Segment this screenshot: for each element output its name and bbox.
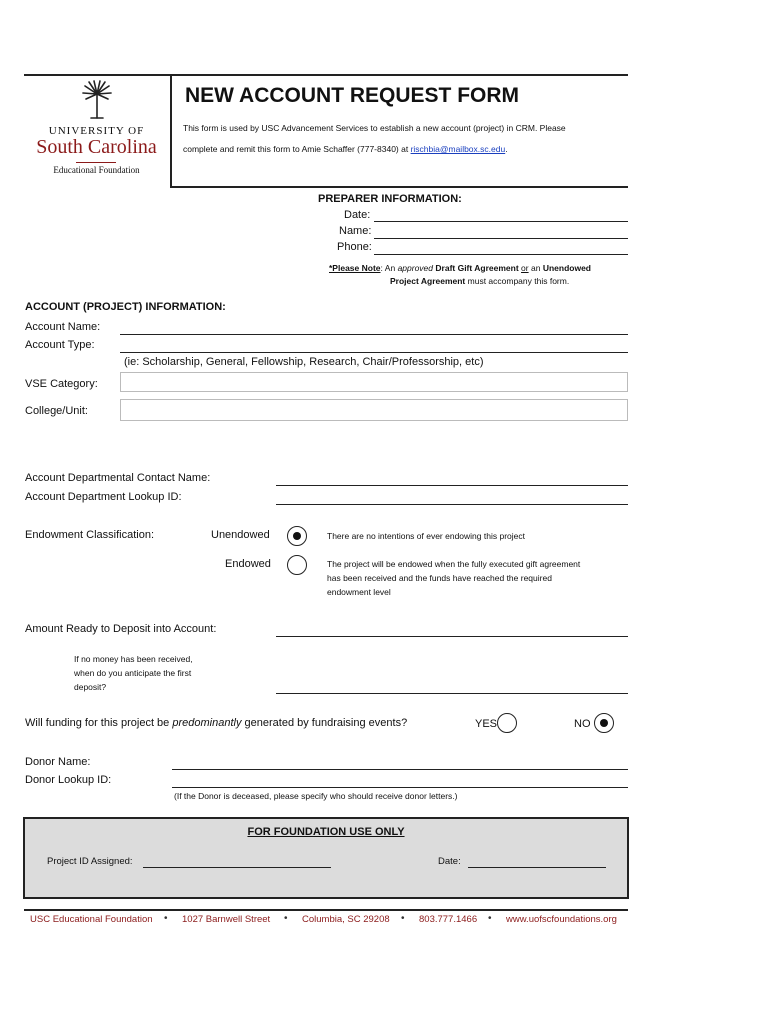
account-heading: ACCOUNT (PROJECT) INFORMATION: — [25, 301, 226, 313]
logo-university-of: UNIVERSITY OF — [48, 125, 145, 137]
donor-note: (If the Donor is deceased, please specify who should receive donor letters.) — [174, 791, 458, 801]
account-name-input[interactable] — [124, 318, 628, 333]
no-money-q-1: If no money has been received, — [74, 654, 193, 664]
logo-rule — [76, 162, 116, 163]
logo-educational-foundation: Educational Foundation — [53, 165, 140, 175]
vse-category-label: VSE Category: — [25, 378, 98, 390]
foundation-date-label: Date: — [438, 856, 461, 867]
no-money-q-2: when do you anticipate the first — [74, 668, 192, 678]
funding-question: Will funding for this project be predominantly generated by fundraising events? — [25, 717, 408, 729]
endowed-desc-3: endowment level — [327, 587, 391, 597]
header-bottom-rule — [170, 186, 628, 188]
endowment-label: Endowment Classification: — [25, 529, 155, 541]
yes-label: YES — [475, 718, 498, 730]
account-type-underline — [120, 352, 628, 353]
dept-lookup-label: Account Department Lookup ID: — [25, 491, 182, 503]
preparer-heading: PREPARER INFORMATION: — [318, 193, 462, 205]
footer-org: USC Educational Foundation — [30, 914, 153, 925]
college-unit-label: College/Unit: — [25, 405, 88, 417]
footer-bullet: • — [164, 913, 168, 924]
footer-street: 1027 Barnwell Street — [182, 914, 271, 925]
footer-website-link[interactable]: www.uofscfoundations.org — [506, 914, 617, 925]
footer-bullet: • — [284, 913, 288, 924]
endowed-label: Endowed — [225, 558, 271, 570]
no-radio[interactable] — [594, 713, 614, 733]
donor-lookup-input[interactable] — [176, 771, 628, 786]
footer-bullet: • — [488, 913, 492, 924]
college-unit-input[interactable] — [120, 399, 628, 421]
preparer-date-input[interactable] — [378, 206, 628, 221]
donor-name-underline — [172, 769, 628, 770]
foundation-date-input[interactable] — [468, 855, 606, 868]
footer-city: Columbia, SC 29208 — [302, 914, 390, 925]
unendowed-desc: There are no intentions of ever endowing this project — [327, 531, 525, 541]
please-note: *Please Note: An approved Draft Gift Agreement or an Unendowed — [329, 263, 591, 273]
contact-email-link[interactable]: rischbia@mailbox.sc.edu — [410, 144, 506, 154]
contact-name-underline — [276, 485, 628, 486]
no-label: NO — [574, 718, 591, 730]
preparer-phone-label: Phone: — [337, 241, 372, 253]
donor-name-label: Donor Name: — [25, 756, 91, 768]
dept-lookup-input[interactable] — [280, 488, 628, 503]
account-name-label: Account Name: — [25, 321, 101, 333]
account-type-label: Account Type: — [25, 339, 95, 351]
project-id-input[interactable] — [143, 855, 331, 868]
amount-label: Amount Ready to Deposit into Account: — [25, 623, 217, 635]
contact-name-label: Account Departmental Contact Name: — [25, 472, 211, 484]
usc-logo — [24, 80, 169, 180]
endowed-radio[interactable] — [287, 555, 307, 575]
footer-rule — [24, 909, 628, 911]
form-description-2: complete and remit this form to Amie Schaffer (777-8340) at rischbia@mailbox.sc.edu. — [183, 144, 508, 154]
form-description: This form is used by USC Advancement Services to establish a new account (project) in CRM. Please — [183, 123, 566, 133]
project-id-label: Project ID Assigned: — [47, 856, 133, 867]
palmetto-tree-icon — [81, 80, 113, 120]
header-top-rule — [24, 74, 628, 76]
vse-category-input[interactable] — [120, 372, 628, 392]
contact-name-input[interactable] — [280, 469, 628, 484]
yes-radio[interactable] — [497, 713, 517, 733]
donor-lookup-underline — [172, 787, 628, 788]
logo-south-carolina: South Carolina — [36, 136, 157, 158]
amount-input[interactable] — [280, 620, 628, 635]
preparer-name-label: Name: — [339, 225, 372, 237]
preparer-phone-input[interactable] — [378, 238, 628, 253]
dept-lookup-underline — [276, 504, 628, 505]
footer-bullet: • — [401, 913, 405, 924]
account-type-hint: (ie: Scholarship, General, Fellowship, Research, Chair/Professorship, etc) — [124, 356, 484, 368]
account-name-underline — [120, 334, 628, 335]
footer-phone: 803.777.1466 — [419, 914, 478, 925]
no-money-q-3: deposit? — [74, 682, 107, 692]
preparer-date-label: Date: — [344, 209, 371, 221]
amount-underline — [276, 636, 628, 637]
first-deposit-underline — [276, 693, 628, 694]
first-deposit-input[interactable] — [280, 677, 628, 692]
donor-lookup-label: Donor Lookup ID: — [25, 774, 112, 786]
foundation-heading: FOR FOUNDATION USE ONLY — [247, 826, 405, 838]
header-divider — [170, 74, 172, 187]
preparer-name-input[interactable] — [378, 222, 628, 237]
endowed-desc-2: has been received and the funds have reached the required — [327, 573, 552, 583]
unendowed-label: Unendowed — [211, 529, 270, 541]
endowed-desc-1: The project will be endowed when the fully executed gift agreement — [327, 559, 581, 569]
page-title: NEW ACCOUNT REQUEST FORM — [185, 84, 520, 107]
foundation-use-box — [23, 817, 629, 899]
preparer-phone-underline — [374, 254, 628, 255]
please-note-2: Project Agreement must accompany this form. — [390, 276, 570, 286]
donor-name-input[interactable] — [176, 753, 628, 768]
unendowed-radio[interactable] — [287, 526, 307, 546]
